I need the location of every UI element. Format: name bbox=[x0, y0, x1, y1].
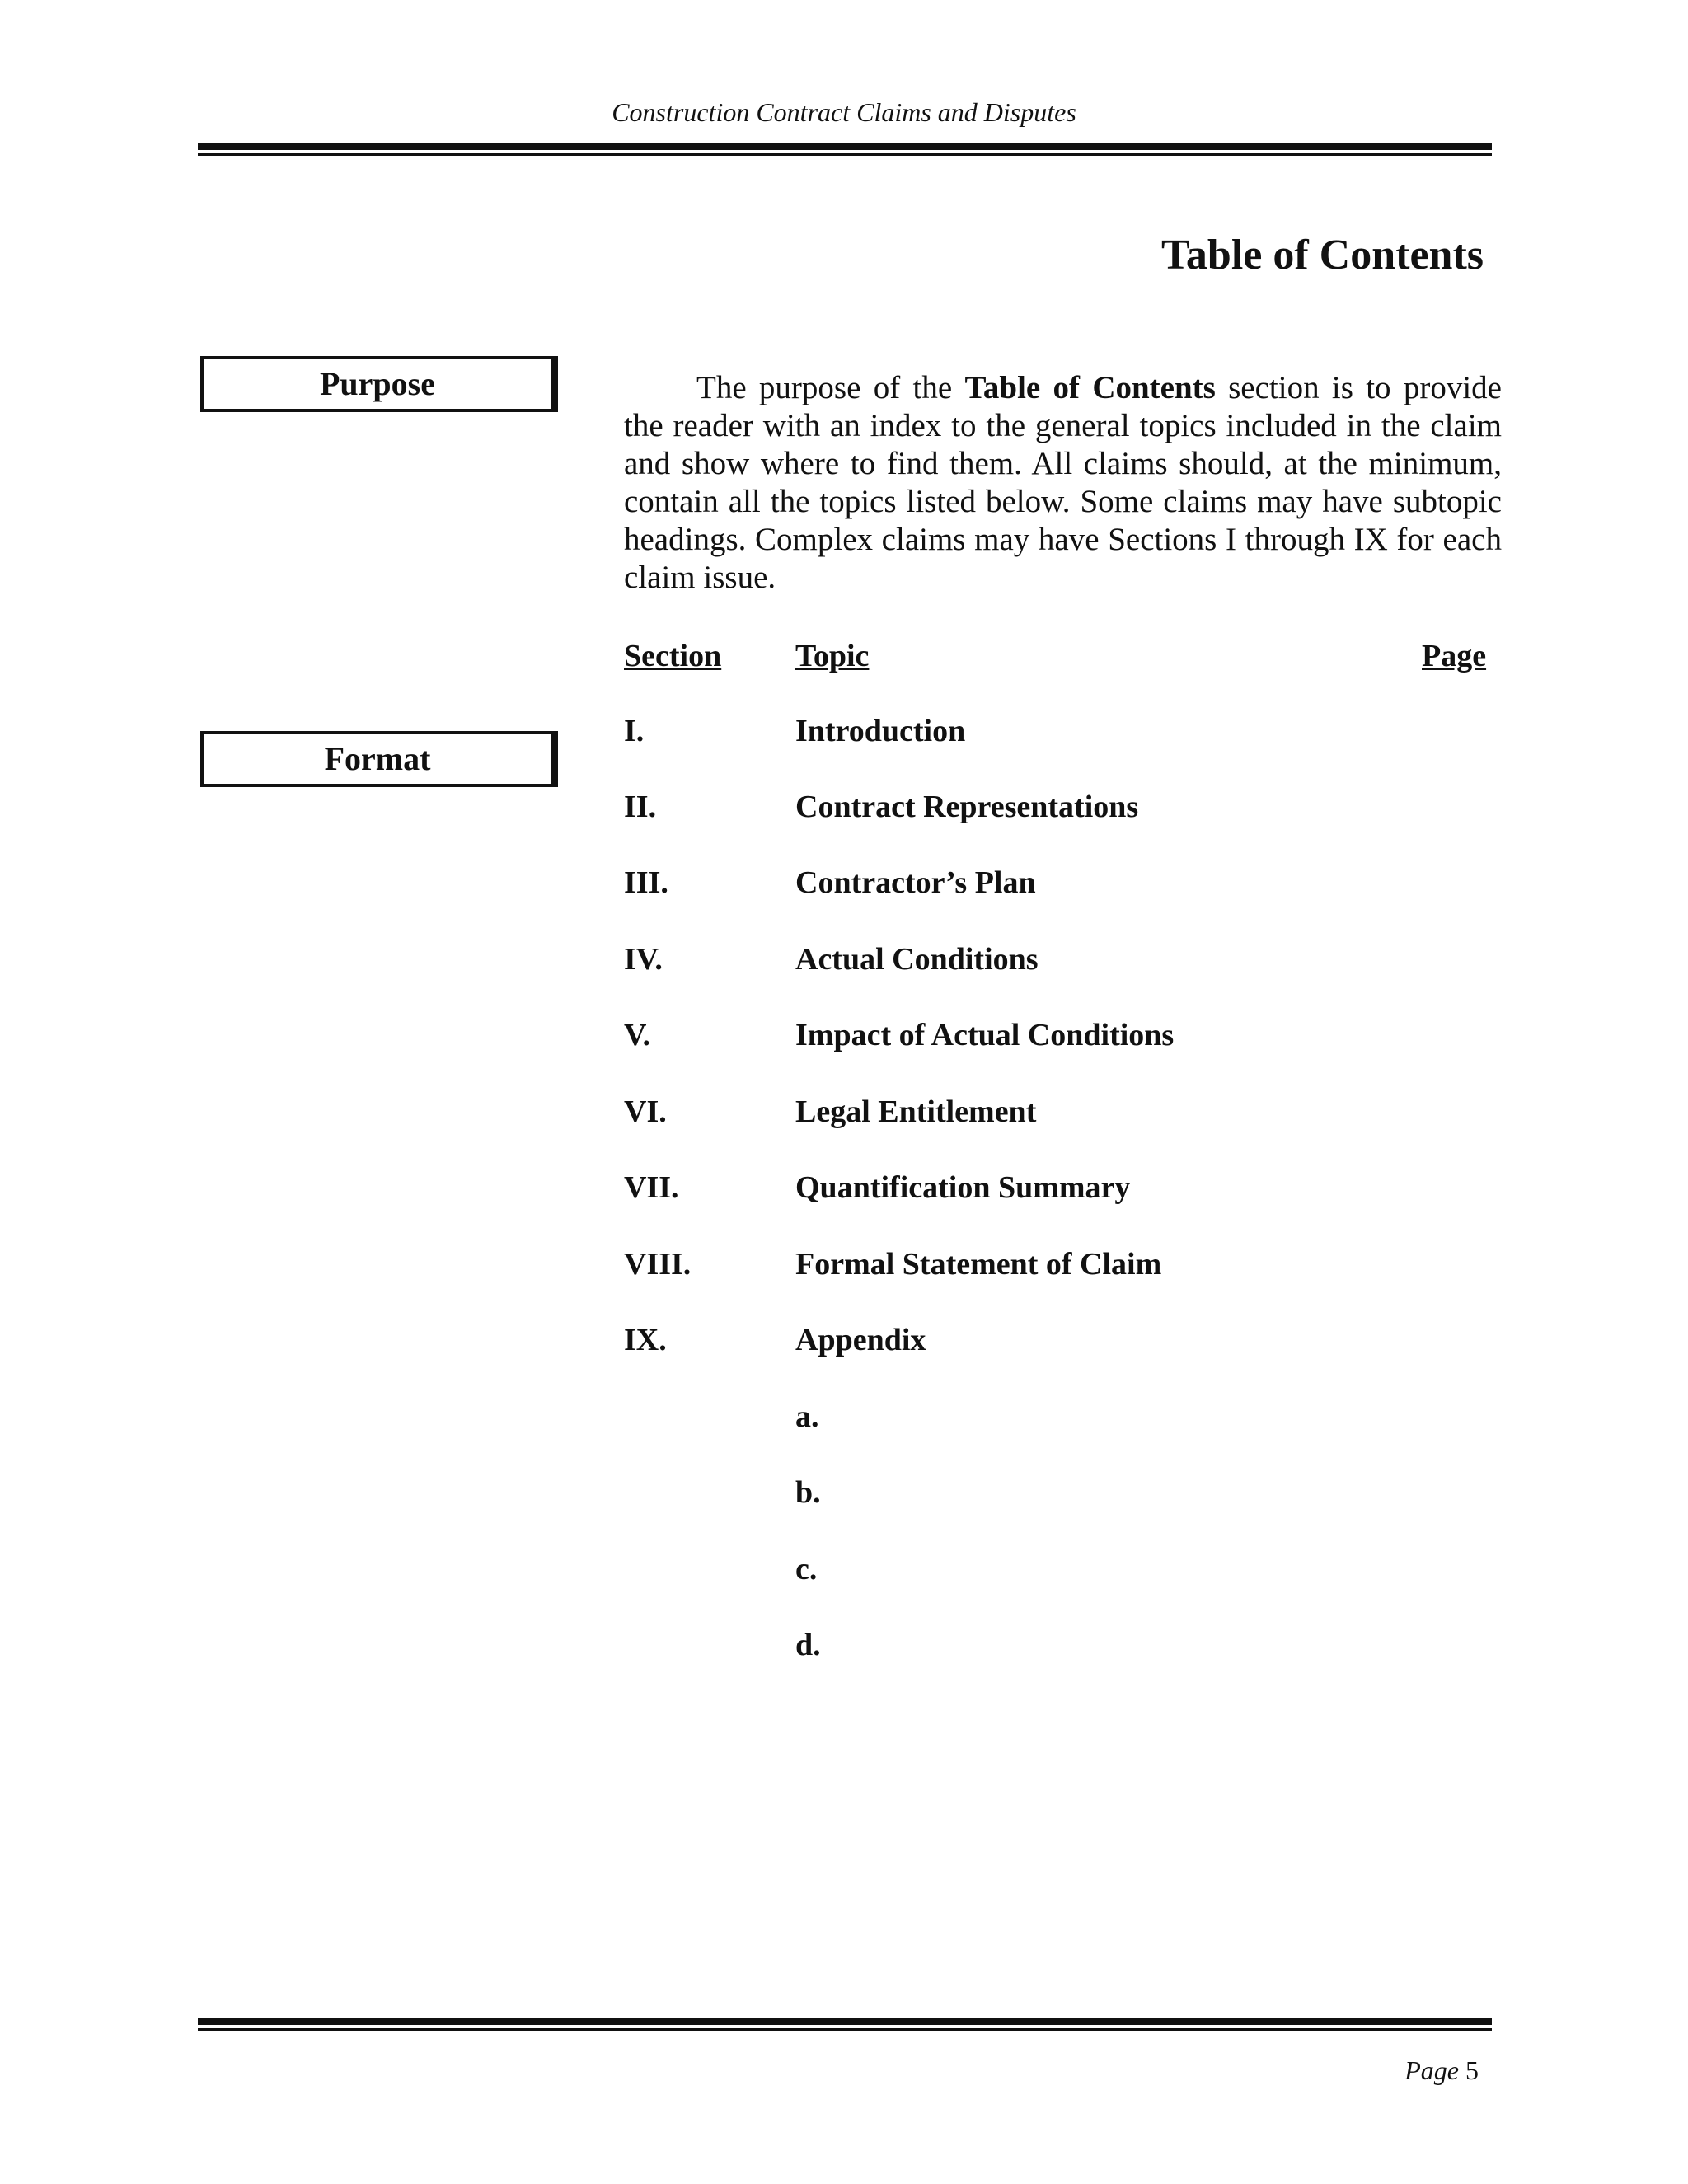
header-rule-thick bbox=[198, 143, 1492, 150]
toc-section-number: V. bbox=[624, 1018, 651, 1052]
footer-rule-thin bbox=[198, 2028, 1492, 2031]
toc-subitem: b. bbox=[795, 1475, 821, 1510]
toc-topic: Quantification Summary bbox=[795, 1170, 1131, 1205]
purpose-label-box bbox=[200, 356, 558, 412]
toc-topic: Contractor’s Plan bbox=[795, 865, 1036, 900]
page-number bbox=[1404, 2055, 1479, 2086]
purpose-paragraph bbox=[624, 369, 1502, 597]
format-label: Format bbox=[324, 740, 431, 777]
toc-subitem: d. bbox=[795, 1628, 821, 1662]
purpose-text-before: The purpose of the bbox=[696, 370, 965, 405]
toc-section-number: IX. bbox=[624, 1323, 667, 1357]
toc-section-number: VII. bbox=[624, 1170, 679, 1205]
header-rule-thin bbox=[198, 153, 1492, 156]
toc-section-number: VI. bbox=[624, 1094, 667, 1129]
purpose-label: Purpose bbox=[320, 365, 435, 402]
purpose-text-after: section is to provide the reader with an index to the general topics included in the claim and show where to find them. All claims should, at the minimum, contain all the topics listed below. Some claims may have subtopic headings. Complex claims may have Sections I through IX for each claim issue. bbox=[624, 370, 1502, 595]
toc-topic: Legal Entitlement bbox=[795, 1094, 1037, 1129]
toc-topic: Impact of Actual Conditions bbox=[795, 1018, 1175, 1052]
toc-topic: Contract Representations bbox=[795, 790, 1139, 824]
toc-topic: Appendix bbox=[795, 1323, 926, 1357]
toc-topic: Formal Statement of Claim bbox=[795, 1247, 1162, 1282]
toc-header-topic: Topic bbox=[795, 639, 870, 673]
page-number-label: Page bbox=[1404, 2055, 1459, 2085]
page-number-value: 5 bbox=[1465, 2055, 1479, 2085]
purpose-bold-term: Table of Contents bbox=[964, 370, 1216, 405]
toc-section-number: I. bbox=[624, 714, 645, 748]
toc-subitem: c. bbox=[795, 1552, 818, 1586]
toc-section-number: II. bbox=[624, 790, 657, 824]
toc-subitem: a. bbox=[795, 1399, 819, 1434]
toc-section-number: VIII. bbox=[624, 1247, 692, 1282]
toc-header-section: Section bbox=[624, 639, 722, 673]
toc-section-number: IV. bbox=[624, 942, 663, 977]
toc-topic: Introduction bbox=[795, 714, 966, 748]
page-title: Table of Contents bbox=[1160, 232, 1484, 279]
running-header: Construction Contract Claims and Disputes bbox=[612, 97, 1076, 127]
format-label-box bbox=[200, 731, 558, 787]
toc-section-number: III. bbox=[624, 865, 668, 900]
footer-rule-thick bbox=[198, 2018, 1492, 2025]
toc-topic: Actual Conditions bbox=[795, 942, 1039, 977]
toc-header-page: Page bbox=[1422, 639, 1487, 673]
